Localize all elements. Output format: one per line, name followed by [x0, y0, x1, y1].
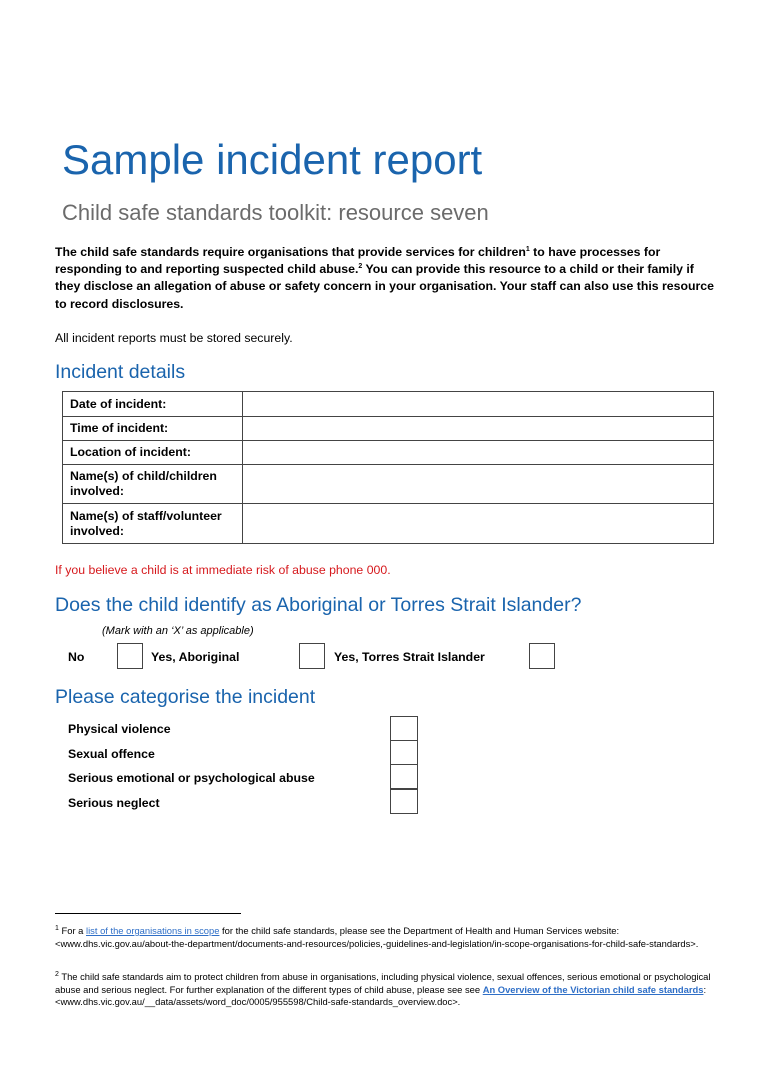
organisations-in-scope-link[interactable]: list of the organisations in scope	[86, 925, 220, 936]
category-physical-label: Physical violence	[68, 722, 171, 736]
checkbox-emotional[interactable]	[390, 764, 418, 789]
checkbox-physical[interactable]	[390, 716, 418, 741]
footnote-1-text-a: For a	[58, 925, 86, 936]
document-title: Sample incident report	[62, 136, 483, 183]
checkbox-no[interactable]	[117, 643, 143, 669]
time-label: Time of incident:	[63, 417, 243, 441]
category-neglect-label: Serious neglect	[68, 796, 160, 810]
footnote-2-text-b: : <www.dhs.vic.gov.au/__data/assets/word_doc/0005/955598/Child-safe-standards_overview.doc>.	[55, 983, 707, 1008]
risk-warning: If you believe a child is at immediate risk of abuse phone 000.	[55, 563, 391, 577]
category-sexual-label: Sexual offence	[68, 747, 155, 761]
staff-label: Name(s) of staff/volunteer involved:	[63, 504, 243, 544]
footnote-2	[55, 971, 720, 1009]
table-row	[63, 465, 714, 504]
date-field[interactable]	[243, 392, 714, 417]
aboriginal-heading: Does the child identify as Aboriginal or Torres Strait Islander?	[55, 594, 582, 616]
document-subtitle: Child safe standards toolkit: resource seven	[62, 200, 489, 225]
table-row	[63, 417, 714, 441]
footnote-ref-2[interactable]: 2	[358, 263, 363, 271]
footnote-2-number: 2	[55, 970, 59, 978]
incident-details-table	[62, 391, 714, 544]
option-tsi-label: Yes, Torres Strait Islander	[334, 650, 485, 664]
checkbox-sexual[interactable]	[390, 740, 418, 765]
staff-field[interactable]	[243, 504, 714, 544]
footnote-1-number: 1	[55, 924, 59, 932]
footnote-ref-1[interactable]: 1	[525, 245, 530, 253]
table-row	[63, 441, 714, 465]
intro-paragraph	[55, 244, 720, 313]
category-emotional-label: Serious emotional or psychological abuse	[68, 771, 315, 785]
storage-note: All incident reports must be stored securely.	[55, 331, 293, 345]
location-field[interactable]	[243, 441, 714, 465]
intro-text-b: to have processes for responding to and reporting suspected child abuse.	[55, 245, 661, 277]
time-field[interactable]	[243, 417, 714, 441]
checkbox-aboriginal[interactable]	[299, 643, 325, 669]
footnote-1	[55, 925, 720, 950]
option-no-label: No	[68, 650, 85, 664]
checkbox-tsi[interactable]	[529, 643, 555, 669]
checkbox-neglect[interactable]	[390, 789, 418, 814]
footnote-divider	[55, 913, 241, 914]
table-row	[63, 392, 714, 417]
mark-instruction: (Mark with an ‘X’ as applicable)	[102, 625, 254, 637]
children-field[interactable]	[243, 465, 714, 504]
intro-text-c: You can provide this resource to a child or their family if they disclose an allegation of abuse or safety concern in your organisation. Your staff can also use this resource to record disclosures.	[55, 262, 714, 311]
date-label: Date of incident:	[63, 392, 243, 417]
footnote-1-text-b: for the child safe standards, please see the Department of Health and Human Services website: <www.dhs.vic.gov.au/about-the-department/documents-and-resources/policies,-guidelines-and-legislation/in-scope-organisations-for-child-safe-standards>.	[55, 925, 699, 949]
intro-text-a: The child safe standards require organisations that provide services for children	[55, 245, 526, 259]
table-row	[63, 504, 714, 544]
option-aboriginal-label: Yes, Aboriginal	[151, 650, 240, 664]
incident-details-heading: Incident details	[55, 361, 186, 383]
location-label: Location of incident:	[63, 441, 243, 465]
overview-standards-link[interactable]: An Overview of the Victorian child safe standards	[482, 983, 704, 995]
footnote-2-text-a: The child safe standards aim to protect children from abuse in organisations, including physical violence, sexual offences, serious emotional or psychological abuse and serious neglect. For further explanation of the different types of child abuse, please see see	[55, 971, 711, 995]
children-label: Name(s) of child/children involved:	[63, 465, 243, 504]
categorise-heading: Please categorise the incident	[55, 686, 316, 708]
